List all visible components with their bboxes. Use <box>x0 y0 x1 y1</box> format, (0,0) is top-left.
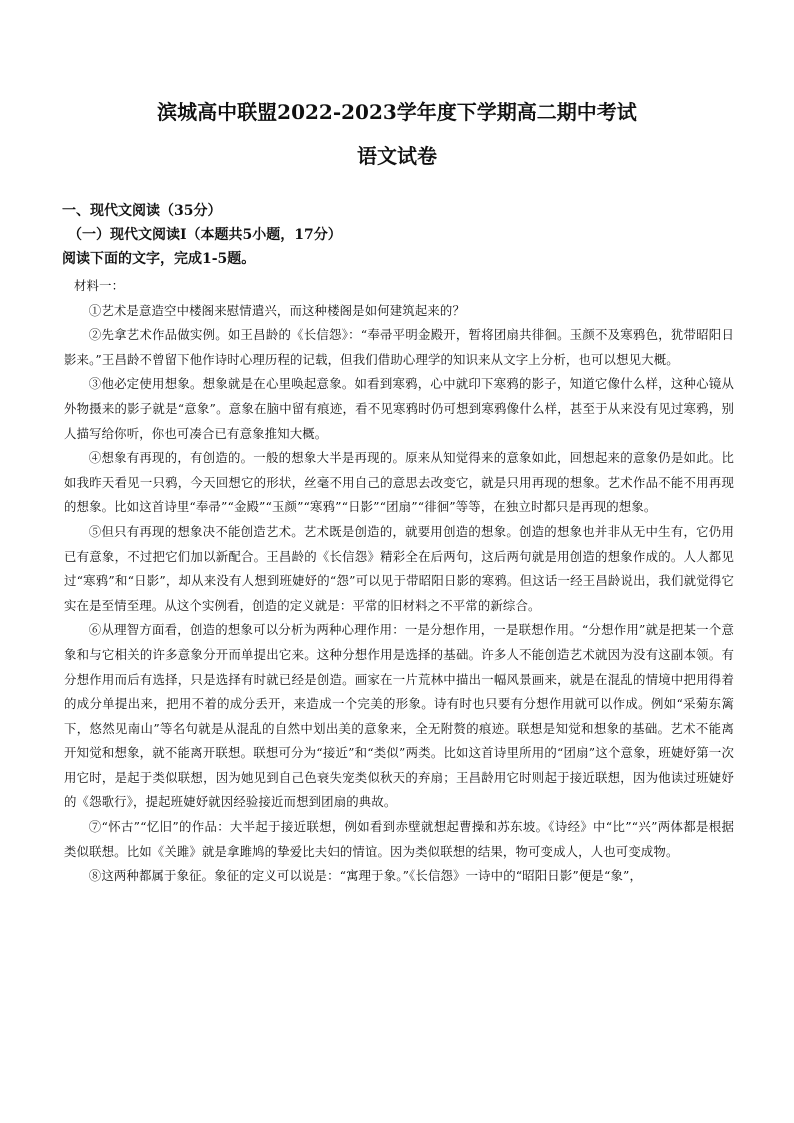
material-paragraph: ⑥从理智方面看，创造的想象可以分析为两种心理作用：一是分想作用，一是联想作用。“分想作用”就是把某一个意象和与它相关的许多意象分开而单提出它来。这种分想作用是选择的基础。许多人不能创造艺术就因为没有这副本领。有分想作用而后有选择，只是选择有时就已经是创造。画家在一片荒林中描出一幅风景画来，就是在混乱的情境中把用得着的成分单提出来，把用不着的成分丢开，来造成一个完美的形象。诗有时也只要有分想作用就可以作成。例如“采菊东篱下，悠然见南山”等名句就是从混乱的自然中划出美的意象来，全无附赘的痕迹。联想是知觉和想象的基础。艺术不能离开知觉和想象，就不能离开联想。联想可分为“接近”和“类似”两类。比如这首诗里所用的“团扇”这个意象，班婕妤第一次用它时，是起于类似联想，因为她见到自己色衰失宠类似秋天的弃扇；王昌龄用它时则起于接近联想，因为他读过班婕妤的《怨歌行》，提起班婕妤就因经验接近而想到团扇的典故。 <box>64 622 734 810</box>
exam-subtitle: 语文试卷 <box>357 144 437 168</box>
material-paragraph: ⑧这两种都属于象征。象征的定义可以说是：“寓理于象。”《长信怨》一诗中的“昭阳日影”便是“象”， <box>88 868 643 884</box>
section-heading: 一、现代文阅读（35分） <box>62 203 222 219</box>
material-label: 材料一： <box>74 278 125 293</box>
reading-material <box>64 274 734 889</box>
exam-title: 滨城高中联盟2022-2023学年度下学期高二期中考试 <box>157 100 637 124</box>
subsection-heading: （一）现代文阅读Ⅰ（本题共5小题，17分） <box>68 227 342 243</box>
material-paragraph: ③他必定使用想象。想象就是在心里唤起意象。如看到寒鸦，心中就印下寒鸦的影子，知道它像什么样，这种心镜从外物摄来的影子就是“意象”。意象在脑中留有痕迹，看不见寒鸦时仍可想到寒鸦像什么样，甚至于从来没有见过寒鸦，别人描写给你听，你也可凑合已有意象推知大概。 <box>64 376 734 441</box>
material-paragraph: ⑤但只有再现的想象决不能创造艺术。艺术既是创造的，就要用创造的想象。创造的想象也并非从无中生有，它仍用已有意象，不过把它们加以新配合。王昌龄的《长信怨》精彩全在后两句，这后两句就是用创造的想象作成的。人人都见过“寒鸦”和“日影”，却从来没有人想到班婕妤的“怨”可以见于带昭阳日影的寒鸦。但这话一经王昌龄说出，我们就觉得它实在是至情至理。从这个实例看，创造的定义就是：平常的旧材料之不平常的新综合。 <box>64 523 734 613</box>
material-paragraph: ⑦“怀古”“忆旧”的作品：大半起于接近联想，例如看到赤壁就想起曹操和苏东坡。《诗经》中“比”“兴”两体都是根据类似联想。比如《关雎》就是拿雎鸠的挚爱比夫妇的情谊。因为类似联想的结果，物可变成人，人也可变成物。 <box>64 819 734 859</box>
material-paragraph: ④想象有再现的，有创造的。一般的想象大半是再现的。原来从知觉得来的意象如此，回想起来的意象仍是如此。比如我昨天看见一只鸦，今天回想它的形状，丝毫不用自己的意思去改变它，就是只用再现的想象。艺术作品不能不用再现的想象。比如这首诗里“奉帚”“金殿”“玉颜”“寒鸦”“日影”“团扇”“徘徊”等等，在独立时都只是再现的想象。 <box>64 450 734 515</box>
material-paragraph: ①艺术是意造空中楼阁来慰情遣兴，而这种楼阁是如何建筑起来的？ <box>88 302 466 318</box>
material-paragraph: ②先拿艺术作品做实例。如王昌龄的《长信怨》：“奉帚平明金殿开，暂将团扇共徘徊。玉颜不及寒鸦色，犹带昭阳日影来。”王昌龄不曾留下他作诗时心理历程的记载，但我们借助心理学的知识来从文字上分析，也可以想见大概。 <box>64 327 734 367</box>
reading-instruction: 阅读下面的文字，完成1-5题。 <box>62 251 256 267</box>
